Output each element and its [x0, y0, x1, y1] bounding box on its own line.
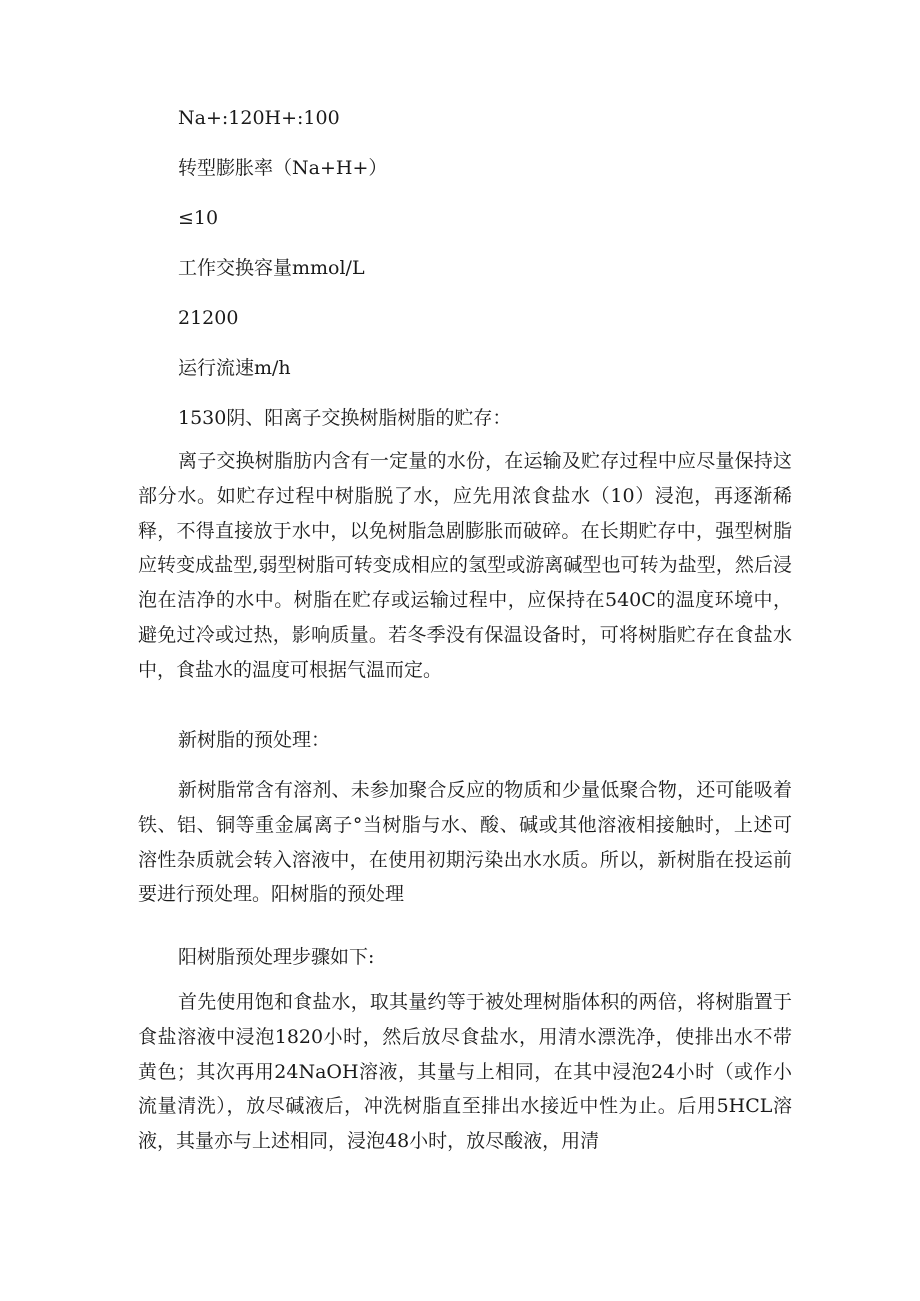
storage-heading: 1530阴、阳离子交换树脂树脂的贮存：	[178, 407, 512, 429]
exchange-ratio-line: Na+:120H+:100	[178, 107, 340, 129]
pretreatment-paragraph: 新树脂常含有溶剂、未参加聚合反应的物质和少量低聚合物，还可能吸着铁、铝、铜等重金属离子°当树脂与水、酸、碱或其他溶液相接触时，上述可溶性杂质就会转入溶液中，在使用初期污染出水水质。所以，新树脂在投运前要进行预处理。阳树脂的预处理	[138, 779, 792, 906]
swelling-rate-label: 转型膨胀率（Na+H+）	[178, 157, 388, 179]
storage-paragraph: 离子交换树脂肪内含有一定量的水份，在运输及贮存过程中应尽量保持这部分水。如贮存过程中树脂脱了水，应先用浓食盐水（10）浸泡，再逐渐稀释，不得直接放于水中，以免树脂急剧膨胀而破碎。在长期贮存中，强型树脂应转变成盐型,弱型树脂可转变成相应的氢型或游离碱型也可转为盐型，然后浸泡在洁净的水中。树脂在贮存或运输过程中，应保持在540C的温度环境中，避免过冷或过热，影响质量。若冬季没有保温设备时，可将树脂贮存在食盐水中，食盐水的温度可根据气温而定。	[138, 450, 792, 681]
capacity-label: 工作交换容量mmol/L	[178, 257, 365, 279]
swelling-rate-value: ≤10	[178, 207, 219, 229]
cation-pretreatment-paragraph: 首先使用饱和食盐水，取其量约等于被处理树脂体积的两倍，将树脂置于食盐溶液中浸泡1820小时，然后放尽食盐水，用清水漂洗净，使排出水不带黄色；其次再用24NaOH溶液，其量与上相同，在其中浸泡24小时（或作小流量清洗），放尽碱液后，冲洗树脂直至排出水接近中性为止。后用5HCL溶液，其量亦与上述相同，浸泡48小时，放尽酸液，用清	[138, 991, 792, 1153]
cation-pretreatment-heading: 阳树脂预处理步骤如下:	[178, 946, 375, 968]
flow-rate-label: 运行流速m/h	[178, 357, 291, 379]
capacity-value: 21200	[178, 307, 239, 329]
pretreatment-heading: 新树脂的预处理：	[178, 729, 331, 751]
